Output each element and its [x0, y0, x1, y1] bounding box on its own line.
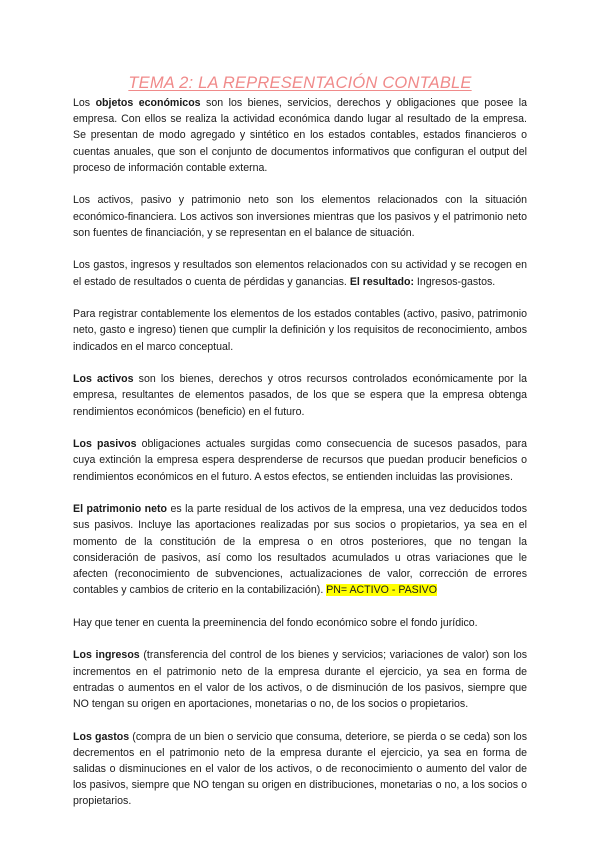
paragraph-registro-contable	[73, 306, 527, 355]
text-run: Ingresos-gastos.	[413, 275, 496, 288]
text-run: son los bienes, derechos y otros recursos controlados económicamente por la empresa, resultantes de elementos pasados, de los que se espera que la empresa obtenga rendimientos económicos (beneficio) en el futuro.	[73, 373, 527, 418]
bold-term: Los ingresos	[73, 649, 140, 662]
bold-term: Los activos	[73, 373, 134, 386]
text-run: (compra de un bien o servicio que consuma, deteriore, se pierda o se ceda) son los decrementos en el patrimonio neto de la empresa durante el ejercicio, ya sea en forma de salidas o disminuciones en el valor de los activos, o de reconocimiento o aumento del valor de los pasivos, siempre que NO tengan su origen en distribuciones, monetarias o no, a los socios o propietarios.	[73, 730, 527, 808]
text-run: Los	[73, 97, 96, 109]
paragraph-objetos-economicos	[73, 95, 527, 176]
bold-term: Los gastos	[73, 730, 130, 743]
bold-term: El resultado:	[349, 275, 414, 288]
highlighted-formula: PN= ACTIVO - PASIVO	[326, 584, 437, 597]
text-run: Los activos, pasivo y patrimonio neto son los elementos relacionados con la situación económico-financiera. Los activos son inversiones mientras que los pasivos y el patrimonio neto son fuentes de financiación, y se representan en el balance de situación.	[73, 194, 527, 239]
text-run: es la parte residual de los activos de la empresa, una vez deducidos todos sus pasivos. Incluye las aportaciones realizadas por sus socios o propietarios, ya sea en el momento de la constitución de la empresa o en otros posteriores, que no tengan la consideración de pasivos, así como los resultados acumulados u otras variaciones que le afecten (reconocimiento de subvenciones, actualizaciones de valor, corrección de errores contables y cambios de criterio en la contabilización).	[73, 503, 527, 597]
bold-term: objetos económicos	[95, 97, 201, 109]
paragraph-gastos	[73, 729, 527, 810]
paragraph-ingresos	[73, 647, 527, 712]
paragraph-preeminencia	[73, 615, 527, 631]
text-run: Los gastos, ingresos y resultados son elementos relacionados con su actividad y se recogen en el estado de resultados o cuenta de pérdidas y ganancias.	[73, 259, 527, 288]
text-run: obligaciones actuales surgidas como consecuencia de sucesos pasados, para cuya extinción la empresa espera desprenderse de recursos que puedan producir beneficios o rendimientos económicos en el futuro. A estos efectos, se entienden incluidas las provisiones.	[73, 438, 527, 483]
page-title: TEMA 2: LA REPRESENTACIÓN CONTABLE	[128, 74, 472, 92]
paragraph-activos	[73, 371, 527, 420]
text-run: Para registrar contablemente los elementos de los estados contables (activo, pasivo, patrimonio neto, gasto e ingreso) tienen que cumplir la definición y los requisitos de reconocimiento, ambos indicados en el marco conceptual.	[73, 308, 527, 353]
text-run: Hay que tener en cuenta la preeminencia del fondo económico sobre el fondo jurídico.	[73, 616, 478, 629]
paragraph-pasivos	[73, 436, 527, 485]
document-body	[73, 95, 527, 826]
paragraph-situacion-economico-financiera	[73, 192, 527, 241]
paragraph-patrimonio-neto	[73, 501, 527, 598]
bold-term: Los pasivos	[73, 438, 137, 451]
bold-term: El patrimonio neto	[73, 503, 168, 516]
text-run: (transferencia del control de los bienes y servicios; variaciones de valor) son los incrementos en el patrimonio neto de la empresa durante el ejercicio, ya sea en forma de entradas o aumentos en el valor de los activos, o de disminución de los pasivos, siempre que NO tengan su origen en aportaciones, monetarias o no, de los socios o propietarios.	[73, 649, 528, 711]
text-run: son los bienes, servicios, derechos y obligaciones que posee la empresa. Con ellos se realiza la actividad económica dando lugar al resultado de la empresa. Se presentan de modo agregado y sintético en los estados contables, estados financieros o cuentas anuales, que son el conjunto de documentos informativos que configuran el output del proceso de información contable externa.	[73, 97, 527, 174]
paragraph-gastos-ingresos-resultados	[73, 257, 527, 289]
